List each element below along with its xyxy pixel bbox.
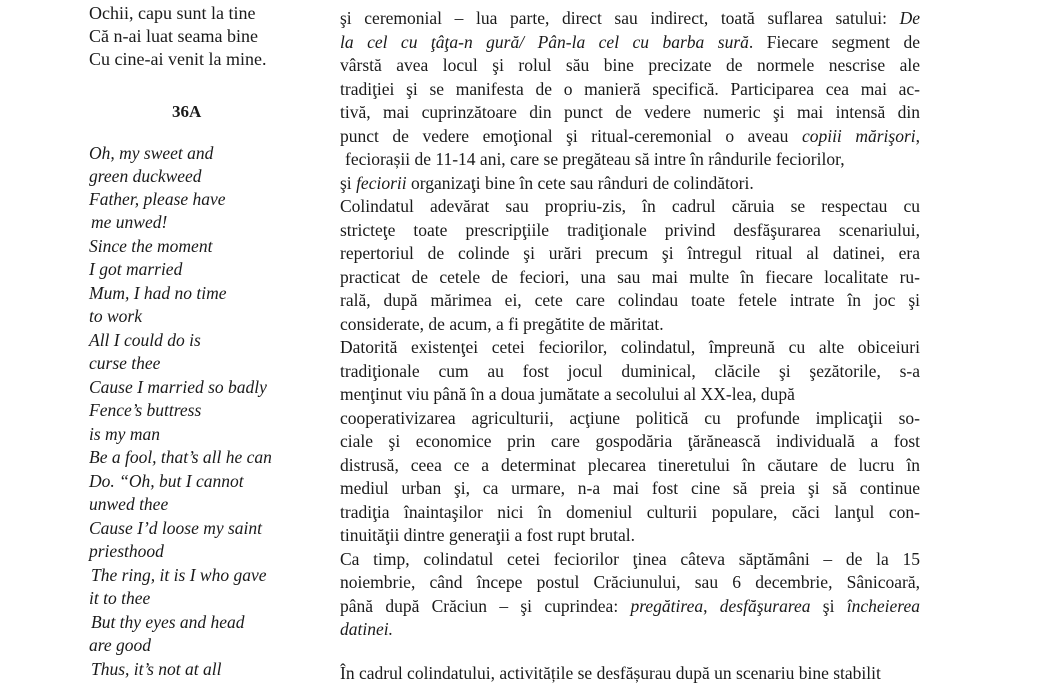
section-heading: 36A bbox=[172, 102, 202, 121]
poem-line: Cause I’d loose my saint bbox=[89, 518, 263, 538]
text-italic: desfăşurarea bbox=[719, 596, 811, 616]
poem-line: priesthood bbox=[89, 541, 164, 561]
text-line: tradiţiei şi se manifesta de o manieră specifică. Participarea cea mai ac- bbox=[340, 79, 920, 99]
text-line: Ca timp, colindatul cetei feciorilor ţinea câteva săptămâni – de la 15 bbox=[340, 549, 920, 569]
text-line bbox=[340, 595, 920, 618]
text-italic: la cel cu ţâţa-n gură/ Pân-la cel cu barba sură bbox=[340, 32, 749, 52]
poem-line: Since the moment bbox=[89, 236, 213, 256]
text-line: considerate, de acum, a fi pregătite de măritat. bbox=[340, 314, 664, 334]
text-span: punct de vedere emoţional şi ritual-ceremonial o aveau bbox=[340, 126, 802, 146]
text-line: cooperativizarea agriculturii, acţiune politică cu profunde implicaţii so- bbox=[340, 408, 920, 428]
poem-line: Be a fool, that’s all he can bbox=[89, 447, 272, 467]
text-span: . Fiecare segment de bbox=[748, 32, 921, 52]
text-line: practicat de cetele de feciori, una sau mai multe în fiecare localitate ru- bbox=[340, 267, 920, 287]
text-line: mediul urban şi, ca urmare, n-a mai fost cine să preia şi să continue bbox=[340, 478, 920, 498]
text-line: vârstă avea locul şi rolul său bine precizate de normele nescrise ale bbox=[340, 55, 920, 75]
poem-line: Fence’s buttress bbox=[89, 400, 202, 420]
text-line bbox=[340, 7, 920, 30]
text-line: noiembrie, când începe postul Crăciunului, sau 6 decembrie, Sânicoară, bbox=[340, 572, 920, 592]
poem-line: unwed thee bbox=[89, 494, 169, 514]
poem-line: Father, please have bbox=[89, 189, 226, 209]
text-italic: încheierea bbox=[846, 596, 920, 616]
text-line: stricteţe toate prescripţiile tradiţionale privind desfăşurarea scenariului, bbox=[340, 220, 920, 240]
poem-line: it to thee bbox=[89, 588, 151, 608]
text-line-cut: În cadrul colindatului, activitățile se desfășurau după un scenariu bine stabilit bbox=[340, 663, 881, 683]
text-line: tivă, mai cuprinzătoare din punct de vedere numeric şi mai intensă din bbox=[340, 102, 920, 122]
poem-line: Do. “Oh, but I cannot bbox=[89, 471, 244, 491]
text-line bbox=[340, 31, 920, 54]
poem-line: Oh, my sweet and bbox=[89, 143, 214, 163]
text-span: organizaţi bine în cete sau rânduri de colindători. bbox=[406, 173, 754, 193]
poem-line: Mum, I had no time bbox=[89, 283, 227, 303]
text-span: , bbox=[703, 596, 720, 616]
text-line: tinuităţii dintre generaţii a fost rupt brutal. bbox=[340, 525, 635, 545]
text-italic: datinei. bbox=[340, 619, 393, 639]
text-italic: feciorii bbox=[356, 173, 407, 193]
text-line: tradiţionale cum au fost jocul duminical, clăcile şi şezătorile, s-a bbox=[340, 361, 920, 381]
text-italic: De bbox=[899, 8, 920, 28]
poem-line: green duckweed bbox=[89, 166, 202, 186]
text-line: ciale şi economice prin care gospodăria ţărănească individuală a fost bbox=[340, 431, 920, 451]
poem-line: Că n-ai luat seama bine bbox=[89, 26, 258, 46]
text-line: Colindatul adevărat sau propriu-zis, în cadrul căruia se respectau cu bbox=[340, 196, 920, 216]
poem-line: I got married bbox=[89, 259, 183, 279]
poem-line: But thy eyes and head bbox=[91, 612, 245, 632]
text-line: repertoriul de colinde şi urări precum şi întregul ritual al datinei, era bbox=[340, 243, 920, 263]
text-line bbox=[340, 172, 754, 195]
poem-line: curse thee bbox=[89, 353, 161, 373]
text-span: , bbox=[915, 126, 920, 146]
poem-line: Cu cine-ai venit la mine. bbox=[89, 49, 267, 69]
text-line bbox=[340, 125, 920, 148]
text-line bbox=[340, 618, 393, 641]
poem-line: Ochii, capu sunt la tine bbox=[89, 3, 256, 23]
text-line: Datorită existenţei cetei feciorilor, colindatul, împreună cu alte obiceiuri bbox=[340, 337, 920, 357]
text-line: rală, după mărimea ei, cete care colindau toate fetele intrate în joc şi bbox=[340, 290, 920, 310]
text-line: tradiţia înaintaşilor nici în domeniul culturii populare, căci lanţul con- bbox=[340, 502, 920, 522]
text-span: şi bbox=[340, 173, 357, 193]
text-span: şi bbox=[810, 596, 847, 616]
poem-line: All I could do is bbox=[89, 330, 201, 350]
text-line: distrusă, ceea ce a determinat plecarea tineretului în căutare de lucru în bbox=[340, 455, 920, 475]
text-span: şi ceremonial – lua parte, direct sau indirect, toată suflarea satului: bbox=[340, 8, 900, 28]
poem-line: are good bbox=[89, 635, 152, 655]
poem-line: The ring, it is I who gave bbox=[91, 565, 267, 585]
text-span: până după Crăciun – şi cuprindea: bbox=[340, 596, 631, 616]
poem-line: is my man bbox=[89, 424, 160, 444]
text-italic: copiii mărişori bbox=[801, 126, 916, 146]
poem-line: Thus, it’s not at all bbox=[91, 659, 222, 679]
poem-line: to work bbox=[89, 306, 142, 326]
poem-line: Cause I married so badly bbox=[89, 377, 267, 397]
text-line: menţinut viu până în a doua jumătate a secolului al XX-lea, după bbox=[340, 384, 795, 404]
text-line: feciorașii de 11-14 ani, care se pregăteau să intre în rândurile feciorilor, bbox=[345, 149, 845, 169]
poem-line: me unwed! bbox=[91, 212, 168, 232]
text-italic: pregătirea bbox=[630, 596, 704, 616]
